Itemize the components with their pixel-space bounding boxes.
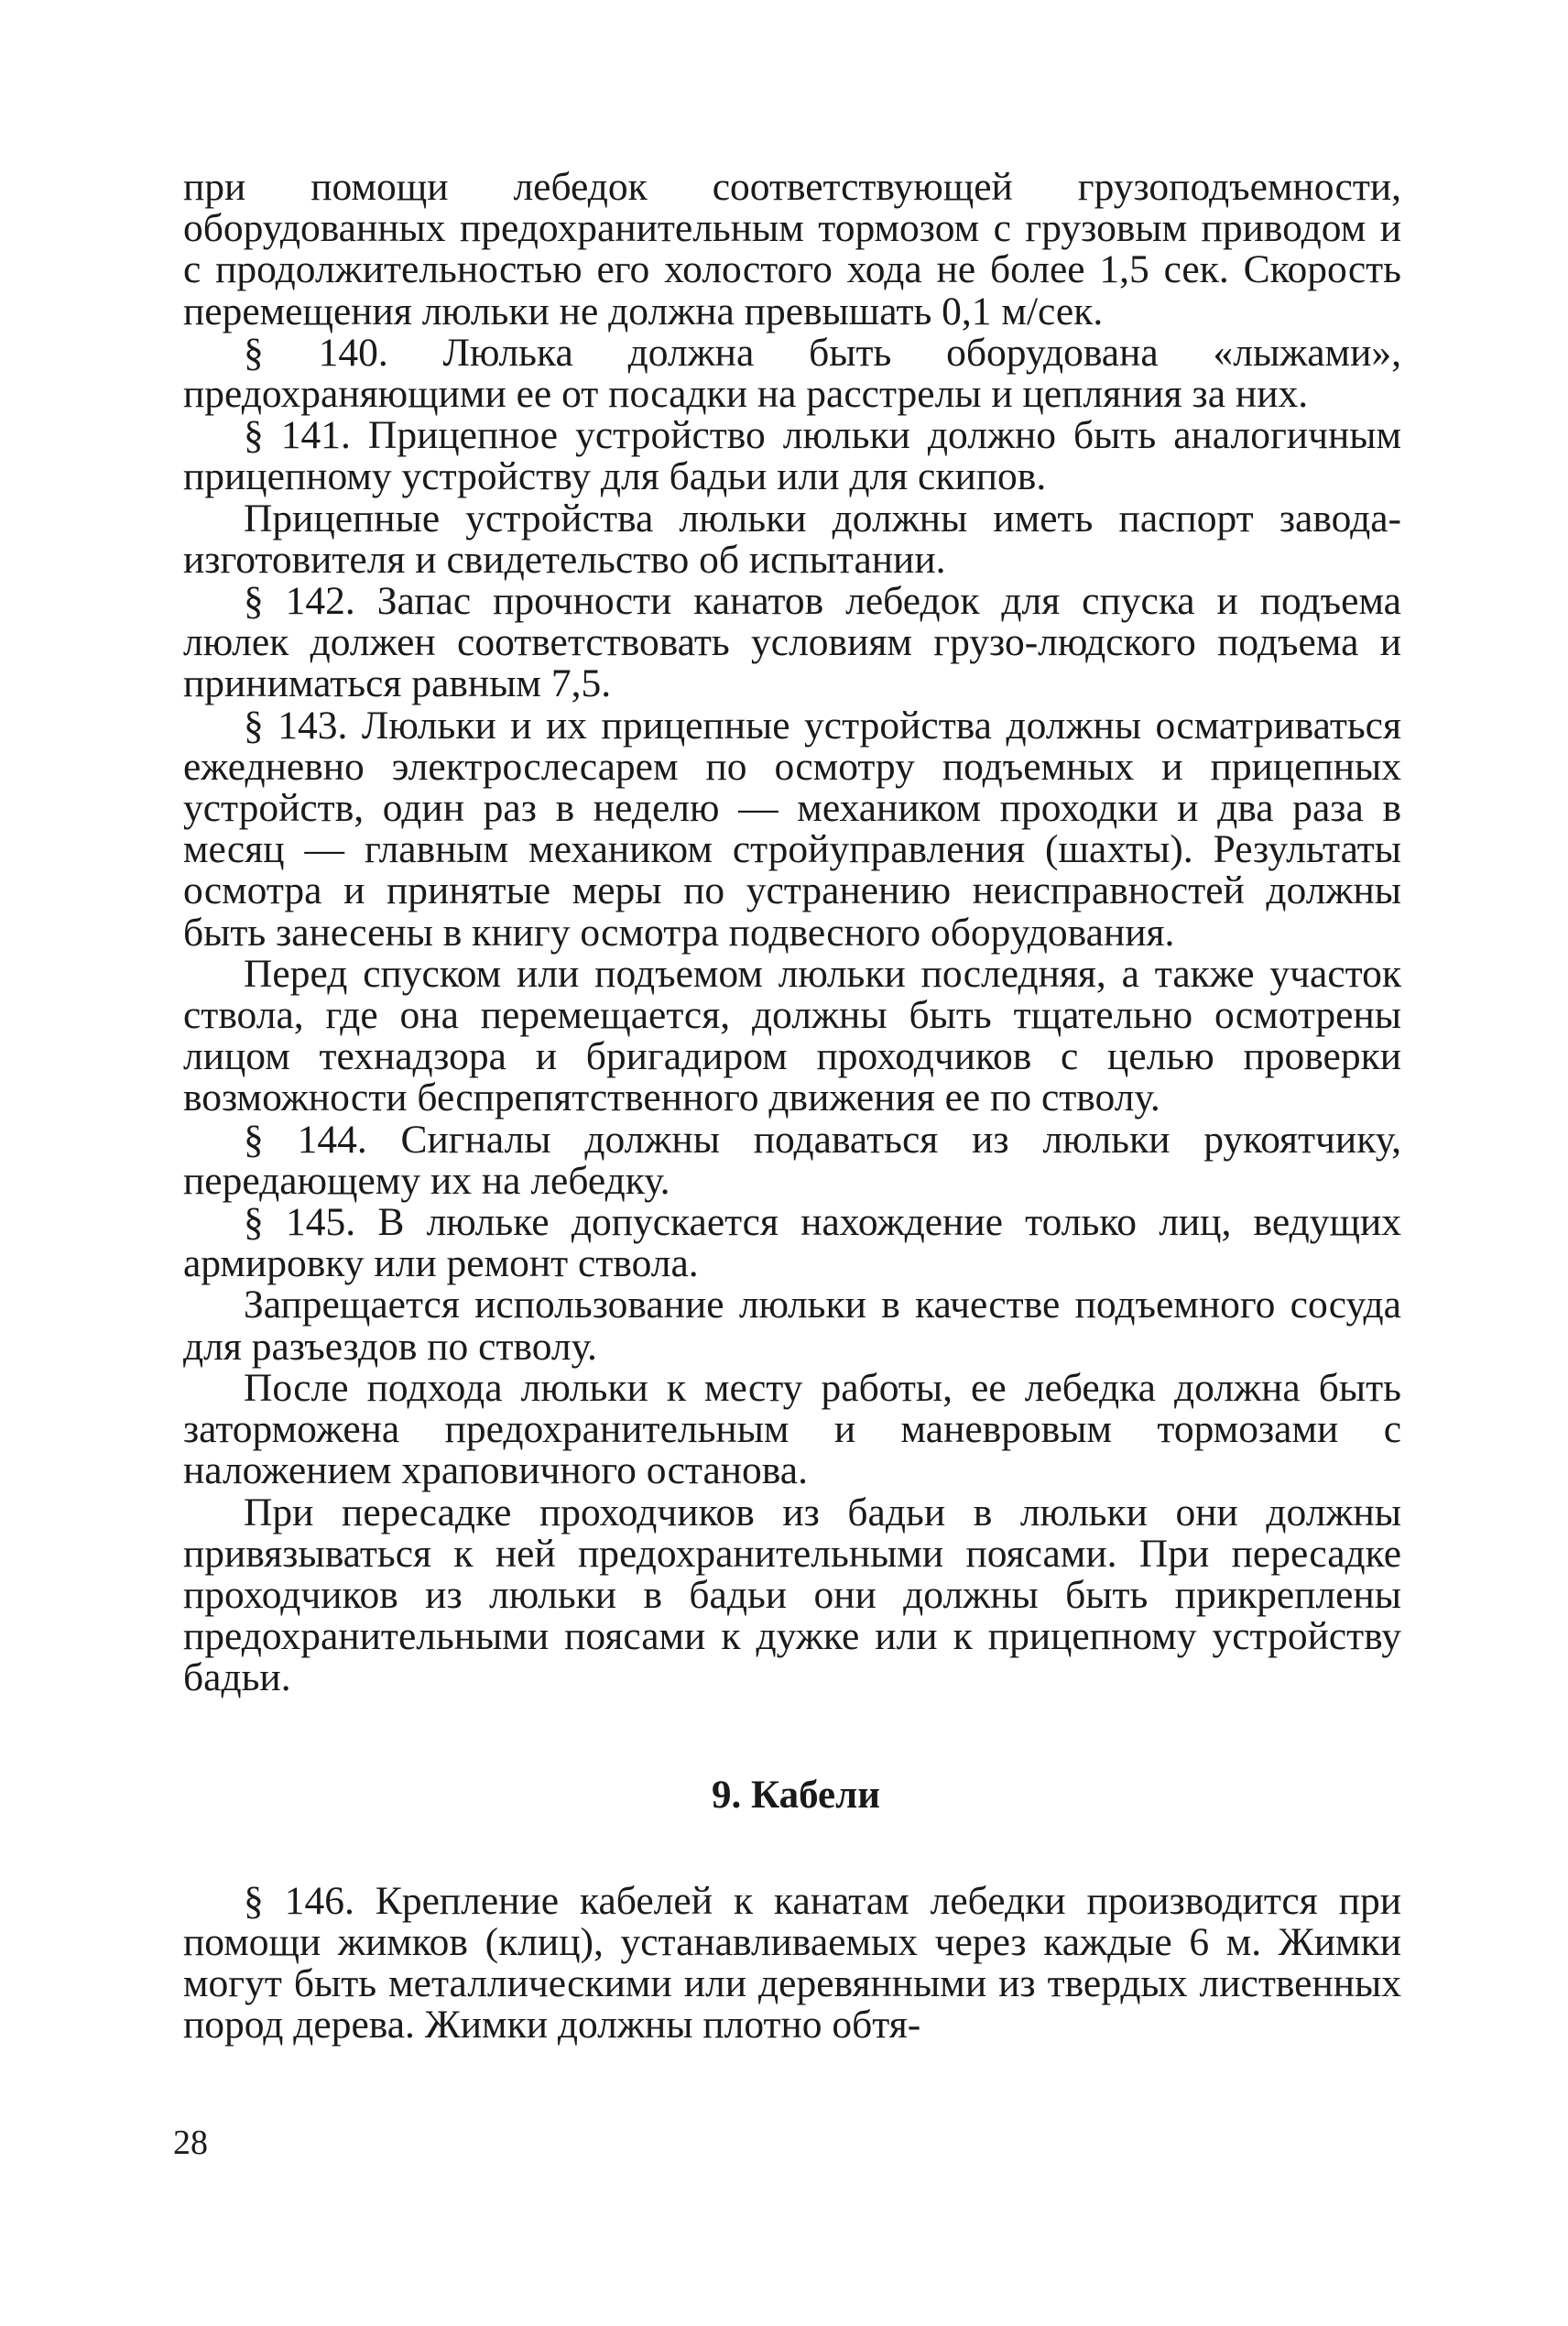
section-heading: 9. Кабели (711, 1773, 881, 1817)
paragraph-141-passport: Прицепные устройства люльки должны иметь паспорт завода-изготовителя и свидетельство об испытании. (183, 496, 1401, 582)
paragraph-continuation: при помощи лебедок соответствующей грузоподъемности, оборудованных предохранительным тормозом с грузовым приводом и с продолжительностью его холостого хода не более 1,5 сек. Скорость перемещения люльки не должна превышать 0,1 м/сек. (183, 165, 1401, 333)
paragraph-143-inspection: Перед спуском или подъемом люльки последняя, а также участок ствола, где она перемещается, должны быть тщательно осмотрены лицом технадзора и бригадиром проходчиков с целью проверки возможности беспрепятственного движения ее по стволу. (183, 951, 1401, 1120)
page-body (183, 167, 1401, 2046)
paragraph-141: § 141. Прицепное устройство люльки должно быть аналогичным прицепному устройству для бадьи или для скипов. (183, 413, 1401, 499)
paragraph-142: § 142. Запас прочности канатов лебедок для спуска и подъема люлек должен соответствовать условиям грузо-людского подъема и приниматься равным 7,5. (183, 579, 1401, 706)
paragraph-144: § 144. Сигналы должны подаваться из люльки рукоятчику, передающему их на лебедку. (183, 1117, 1401, 1203)
paragraph-140: § 140. Люлька должна быть оборудована «лыжами», предохраняющими ее от посадки на расстрелы и цепляния за них. (183, 330, 1401, 417)
paragraph-145-transfer: При пересадке проходчиков из бадьи в люльки они должны привязываться к ней предохранительными поясами. При пересадке проходчиков из люльки в бадьи они должны быть прикреплены предохранительными поясами к дужке или к прицепному устройству бадьи. (183, 1490, 1401, 1700)
paragraph-143: § 143. Люльки и их прицепные устройства должны осматриваться ежедневно электрослесарем по осмотру подъемных и прицепных устройств, один раз в неделю — механиком проходки и два раза в месяц — главным механиком стройуправления (шахты). Результаты осмотра и принятые меры по устранению неисправностей должны быть занесены в книгу осмотра подвесного оборудования. (183, 703, 1401, 955)
paragraph-145: § 145. В люльке допускается нахождение только лиц, ведущих армировку или ремонт ствола. (183, 1200, 1401, 1286)
page-number: 28 (173, 2124, 208, 2162)
paragraph-145-prohibition: Запрещается использование люльки в качестве подъемного сосуда для разъездов по стволу. (183, 1283, 1401, 1369)
paragraph-146: § 146. Крепление кабелей к канатам лебедки производится при помощи жимков (клиц), устанавливаемых через каждые 6 м. Жимки могут быть металлическими или деревянными из твердых лиственных пород дерева. Жимки должны плотно обтя- (183, 1878, 1401, 2048)
paragraph-145-braking: После подхода люльки к месту работы, ее лебедка должна быть заторможена предохранительным и маневровым тормозами с наложением храповичного останова. (183, 1365, 1401, 1493)
